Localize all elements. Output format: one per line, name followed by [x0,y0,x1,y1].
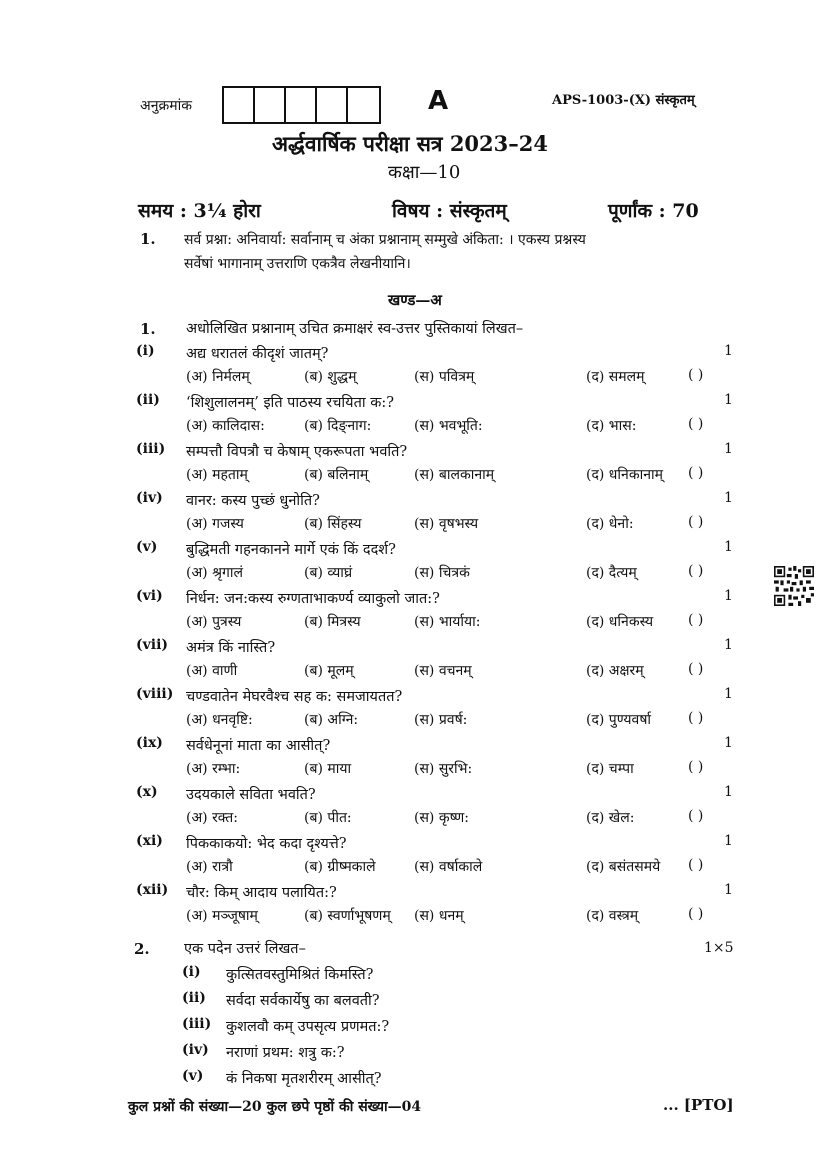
item-marks: 1 [724,735,733,751]
item-marks: 1 [724,882,733,898]
item-marks: 1 [724,343,733,359]
roll-number-label: अनुक्रमांक [140,98,192,114]
question-number: 2. [134,940,150,958]
option-b: (ब) बलिनाम् [304,467,369,483]
question-marks: 1×5 [704,940,734,956]
paper-code: APS-1003-(X) संस्कृतम् [552,93,695,108]
item-number: (i) [136,343,155,359]
item-question: निर्धन: जन:कस्य रुग्णताभाकर्ण्य व्याकुलो जात:? [186,591,440,607]
option-a: (अ) महताम् [186,467,248,483]
option-a: (अ) कालिदास: [186,418,265,434]
option-b: (ब) माया [304,761,352,777]
option-d: (द) पुण्यवर्षा [586,712,652,728]
footer-pto: ... [PTO] [663,1096,734,1114]
item-marks: 1 [724,588,733,604]
item-number: (iii) [136,441,166,457]
answer-bracket: ( ) [688,759,704,775]
answer-bracket: ( ) [688,612,704,628]
option-d: (द) धनिकस्य [586,614,654,630]
max-marks: पूर्णांक : 70 [608,200,699,222]
item-question: वानर: कस्य पुच्छं धुनोति? [186,493,320,509]
option-c: (स) वृषभस्य [414,516,479,532]
item-number: (xii) [136,882,169,898]
answer-bracket: ( ) [688,661,704,677]
option-c: (स) धनम् [414,908,464,924]
answer-bracket: ( ) [688,710,704,726]
footer-counts: कुल प्रश्नों की संख्या—20 कुल छपे पृष्ठों की संख्या—04 [128,1099,422,1115]
item-marks: 1 [724,784,733,800]
answer-bracket: ( ) [688,906,704,922]
item-number: (vii) [136,637,169,653]
item-marks: 1 [724,441,733,457]
option-c: (स) कृष्ण: [414,810,469,826]
item-question: पिककाकयो: भेद कदा दृश्यत्ते? [186,836,347,852]
question-text: अधोलिखित प्रश्नानाम् उचित क्रमाक्षरं स्व-उत्तर पुस्तिकायां लिखत– [186,321,524,337]
answer-bracket: ( ) [688,857,704,873]
qr-code-icon [774,566,814,606]
question-text: एक पदेन उत्तरं लिखत– [184,941,306,957]
option-c: (स) चित्रकं [414,565,470,581]
option-d: (द) भास: [586,418,637,434]
option-a: (अ) मञ्जूषाम् [186,908,258,924]
option-b: (ब) मूलम् [304,663,354,679]
option-c: (स) सुरभि: [414,761,473,777]
item-number: (iv) [136,490,163,506]
item-number: (ii) [182,990,206,1006]
item-question: उदयकाले सविता भवति? [186,787,316,803]
item-question: अमंत्र किं नास्ति? [186,640,276,656]
option-c: (स) प्रवर्ष: [414,712,468,728]
item-number: (viii) [136,686,174,702]
option-a: (अ) रम्भा: [186,761,241,777]
answer-bracket: ( ) [688,367,704,383]
exam-subject: विषय : संस्कृतम् [392,200,507,222]
item-question: अद्य धरातलं कीदृशं जातम्? [186,346,329,362]
option-b: (ब) पीत: [304,810,352,826]
option-a: (अ) रात्रौ [186,859,233,875]
option-a: (अ) निर्मलम् [186,369,250,385]
option-c: (स) भवभूति: [414,418,483,434]
item-marks: 1 [724,490,733,506]
option-b: (ब) व्याघ्रं [304,565,353,581]
option-d: (द) धनिकानाम् [586,467,663,483]
option-d: (द) चम्पा [586,761,634,777]
item-question: ‘शिशुलालनम्’ इति पाठस्य रचयिता क:? [186,395,394,411]
option-c: (स) भार्याया: [414,614,481,630]
instruction-number: 1. [140,230,156,248]
item-number: (i) [182,964,201,980]
item-number: (vi) [136,588,163,604]
answer-bracket: ( ) [688,514,704,530]
option-a: (अ) धनवृष्टि: [186,712,253,728]
item-question: सम्पत्तौ विपत्रौ च केषाम् एकरूपता भवति? [186,444,408,460]
item-marks: 1 [724,392,733,408]
item-question: सर्वदा सर्वकार्येषु का बलवती? [226,993,380,1009]
option-d: (द) दैत्यम् [586,565,637,581]
item-question: नराणां प्रथम: शत्रु क:? [226,1045,345,1061]
item-marks: 1 [724,539,733,555]
roll-number-box [255,88,286,122]
option-a: (अ) रक्त: [186,810,238,826]
answer-bracket: ( ) [688,465,704,481]
item-question: बुद्धिमती गहनकानने मार्गे एकं किं ददर्श? [186,542,396,558]
roll-number-boxes [222,86,381,124]
option-d: (द) वस्त्रम् [586,908,639,924]
option-b: (ब) मित्रस्य [304,614,361,630]
roll-number-box [317,88,348,122]
item-marks: 1 [724,637,733,653]
option-b: (ब) ग्रीष्मकाले [304,859,376,875]
item-number: (v) [136,539,158,555]
answer-bracket: ( ) [688,808,704,824]
item-marks: 1 [724,686,733,702]
instruction-text [184,228,586,276]
option-b: (ब) स्वर्णाभूषणम् [304,908,391,924]
item-number: (iv) [182,1042,209,1058]
option-a: (अ) वाणी [186,663,238,679]
option-c: (स) बालकानाम् [414,467,495,483]
option-b: (ब) सिंहस्य [304,516,362,532]
item-number: (ii) [136,392,160,408]
item-question: कं निकषा मृतशरीरम् आसीत्? [226,1071,382,1087]
option-c: (स) वर्षाकाले [414,859,483,875]
roll-number-box [348,88,379,122]
option-d: (द) खेल: [586,810,635,826]
exam-title: अर्द्धवार्षिक परीक्षा सत्र 2023–24 [272,131,548,156]
class-line: कक्षा—10 [388,162,461,183]
item-number: (x) [136,784,158,800]
item-question: चौर: किम् आदाय पलायित:? [186,885,337,901]
option-d: (द) अक्षरम् [586,663,644,679]
item-question: कुशलवौ कम् उपसृत्य प्रणमत:? [226,1019,390,1035]
instruction-line: सर्वेषां भागानाम् उत्तराणि एकत्रैव लेखनीयानि। [184,256,411,272]
option-c: (स) वचनम् [414,663,472,679]
section-title: खण्ड—अ [388,291,442,309]
exam-time: समय : 3¼ होरा [138,200,261,222]
roll-number-box [224,88,255,122]
item-question: सर्वधेनूनां माता का आसीत्? [186,738,331,754]
answer-bracket: ( ) [688,563,704,579]
option-a: (अ) पुत्रस्य [186,614,242,630]
roll-number-box [286,88,317,122]
option-b: (ब) अग्नि: [304,712,359,728]
option-d: (द) धेनो: [586,516,634,532]
item-question: चण्डवातेन मेघरवैश्च सह क: समजायतत? [186,689,403,705]
option-a: (अ) गजस्य [186,516,244,532]
instruction-line: सर्व प्रश्ना: अनिवार्या: सर्वानाम् च अंका प्रश्नानाम् सम्मुखे अंकिता: । एकस्य प्रश्नस्य [184,232,586,248]
option-d: (द) समलम् [586,369,645,385]
item-number: (iii) [182,1016,212,1032]
option-c: (स) पवित्रम् [414,369,475,385]
option-b: (ब) दिङ्नाग: [304,418,372,434]
item-marks: 1 [724,833,733,849]
question-number: 1. [140,320,156,338]
option-d: (द) बसंतसमये [586,859,661,875]
item-question: कुत्सितवस्तुमिश्रितं किमस्ति? [226,967,374,983]
answer-bracket: ( ) [688,416,704,432]
item-number: (xi) [136,833,163,849]
option-b: (ब) शुद्धम् [304,369,357,385]
paper-set: A [428,86,449,116]
option-a: (अ) श्रृगालं [186,565,243,581]
item-number: (v) [182,1068,204,1084]
item-number: (ix) [136,735,163,751]
